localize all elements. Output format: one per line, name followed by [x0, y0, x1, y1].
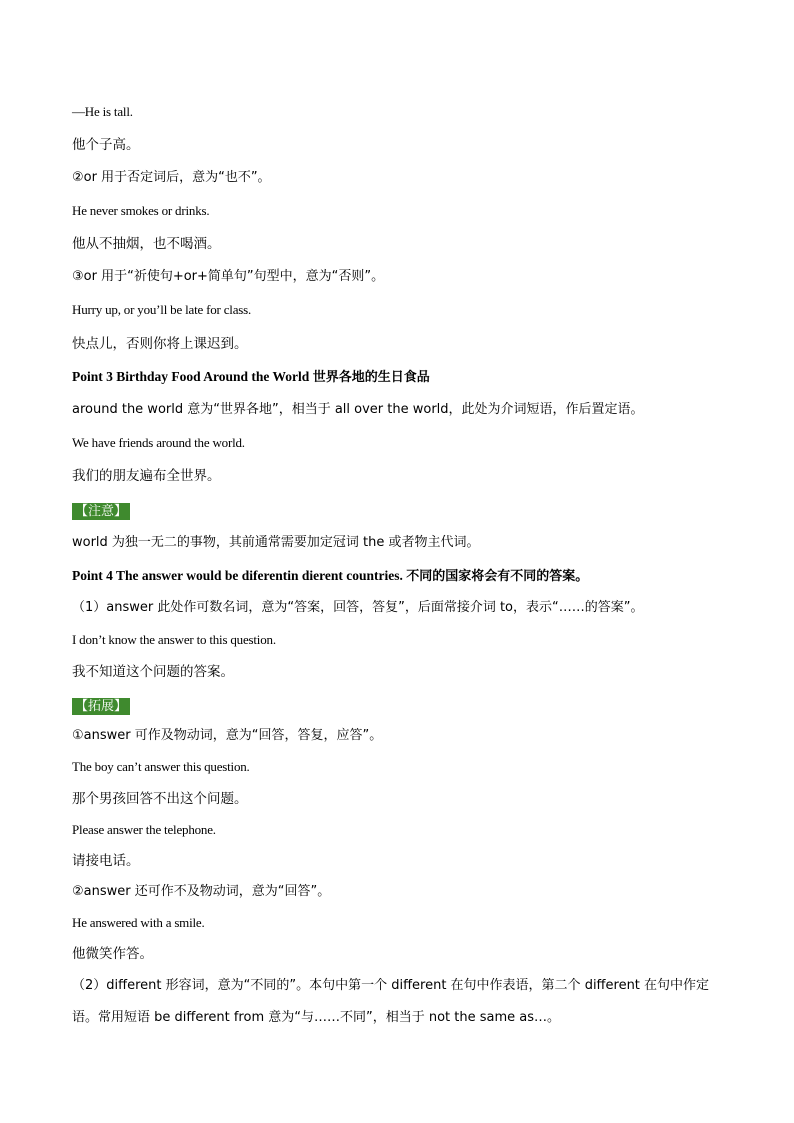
- example-translation-cn: 快点儿，否则你将上课迟到。: [72, 336, 248, 352]
- example-translation-cn: 他微笑作答。: [72, 946, 153, 962]
- example-sentence-en: He never smokes or drinks.: [72, 203, 210, 218]
- point-4-heading-en: Point 4 The answer would be diferentin dierent countries.: [72, 568, 403, 583]
- example-translation-cn: 他从不抽烟，也不喝酒。: [72, 236, 221, 252]
- point-3-heading-cn: 世界各地的生日食品: [312, 370, 430, 385]
- example-sentence-en: —He is tall.: [72, 104, 133, 119]
- usage-note: world 为独一无二的事物，其前通常需要加定冠词 the 或者物主代词。: [72, 535, 480, 550]
- example-translation-cn: 请接电话。: [72, 853, 140, 869]
- usage-note: ③or 用于“祈使句+or+简单句”句型中，意为“否则”。: [72, 269, 385, 284]
- example-sentence-en: We have friends around the world.: [72, 435, 245, 450]
- example-sentence-en: I don’t know the answer to this question.: [72, 632, 276, 647]
- usage-note: 语。常用短语 be different from 意为“与……不同”，相当于 not the same as…。: [72, 1010, 561, 1025]
- example-sentence-en: Please answer the telephone.: [72, 822, 216, 837]
- example-translation-cn: 那个男孩回答不出这个问题。: [72, 791, 248, 807]
- extension-tag: 【拓展】: [72, 698, 130, 715]
- usage-note: around the world 意为“世界各地”，相当于 all over the world，此处为介词短语，作后置定语。: [72, 402, 644, 417]
- usage-note: ②answer 还可作不及物动词，意为“回答”。: [72, 884, 331, 899]
- example-translation-cn: 我们的朋友遍布全世界。: [72, 468, 221, 484]
- note-tag: 【注意】: [72, 503, 130, 520]
- example-translation-cn: 我不知道这个问题的答案。: [72, 664, 234, 680]
- example-sentence-en: Hurry up, or you’ll be late for class.: [72, 302, 252, 317]
- example-sentence-en: He answered with a smile.: [72, 915, 205, 930]
- usage-note: ②or 用于否定词后，意为“也不”。: [72, 170, 271, 185]
- usage-note: ①answer 可作及物动词，意为“回答，答复，应答”。: [72, 728, 383, 743]
- extension-tag-row: [72, 695, 734, 715]
- point-3-heading-en: Point 3 Birthday Food Around the World: [72, 369, 310, 384]
- example-sentence-en: The boy can’t answer this question.: [72, 759, 250, 774]
- usage-note: （1）answer 此处作可数名词，意为“答案，回答，答复”，后面常接介词 to，表示“……的答案”。: [72, 600, 644, 615]
- usage-note: （2）different 形容词，意为“不同的”。本句中第一个 different 在句中作表语，第二个 different 在句中作定: [72, 978, 710, 993]
- point-3-heading: [72, 367, 734, 388]
- example-translation-cn: 他个子高。: [72, 137, 140, 153]
- note-tag-row: [72, 500, 734, 520]
- point-4-heading: [72, 566, 734, 587]
- point-4-heading-cn: 不同的国家将会有不同的答案。: [406, 569, 589, 584]
